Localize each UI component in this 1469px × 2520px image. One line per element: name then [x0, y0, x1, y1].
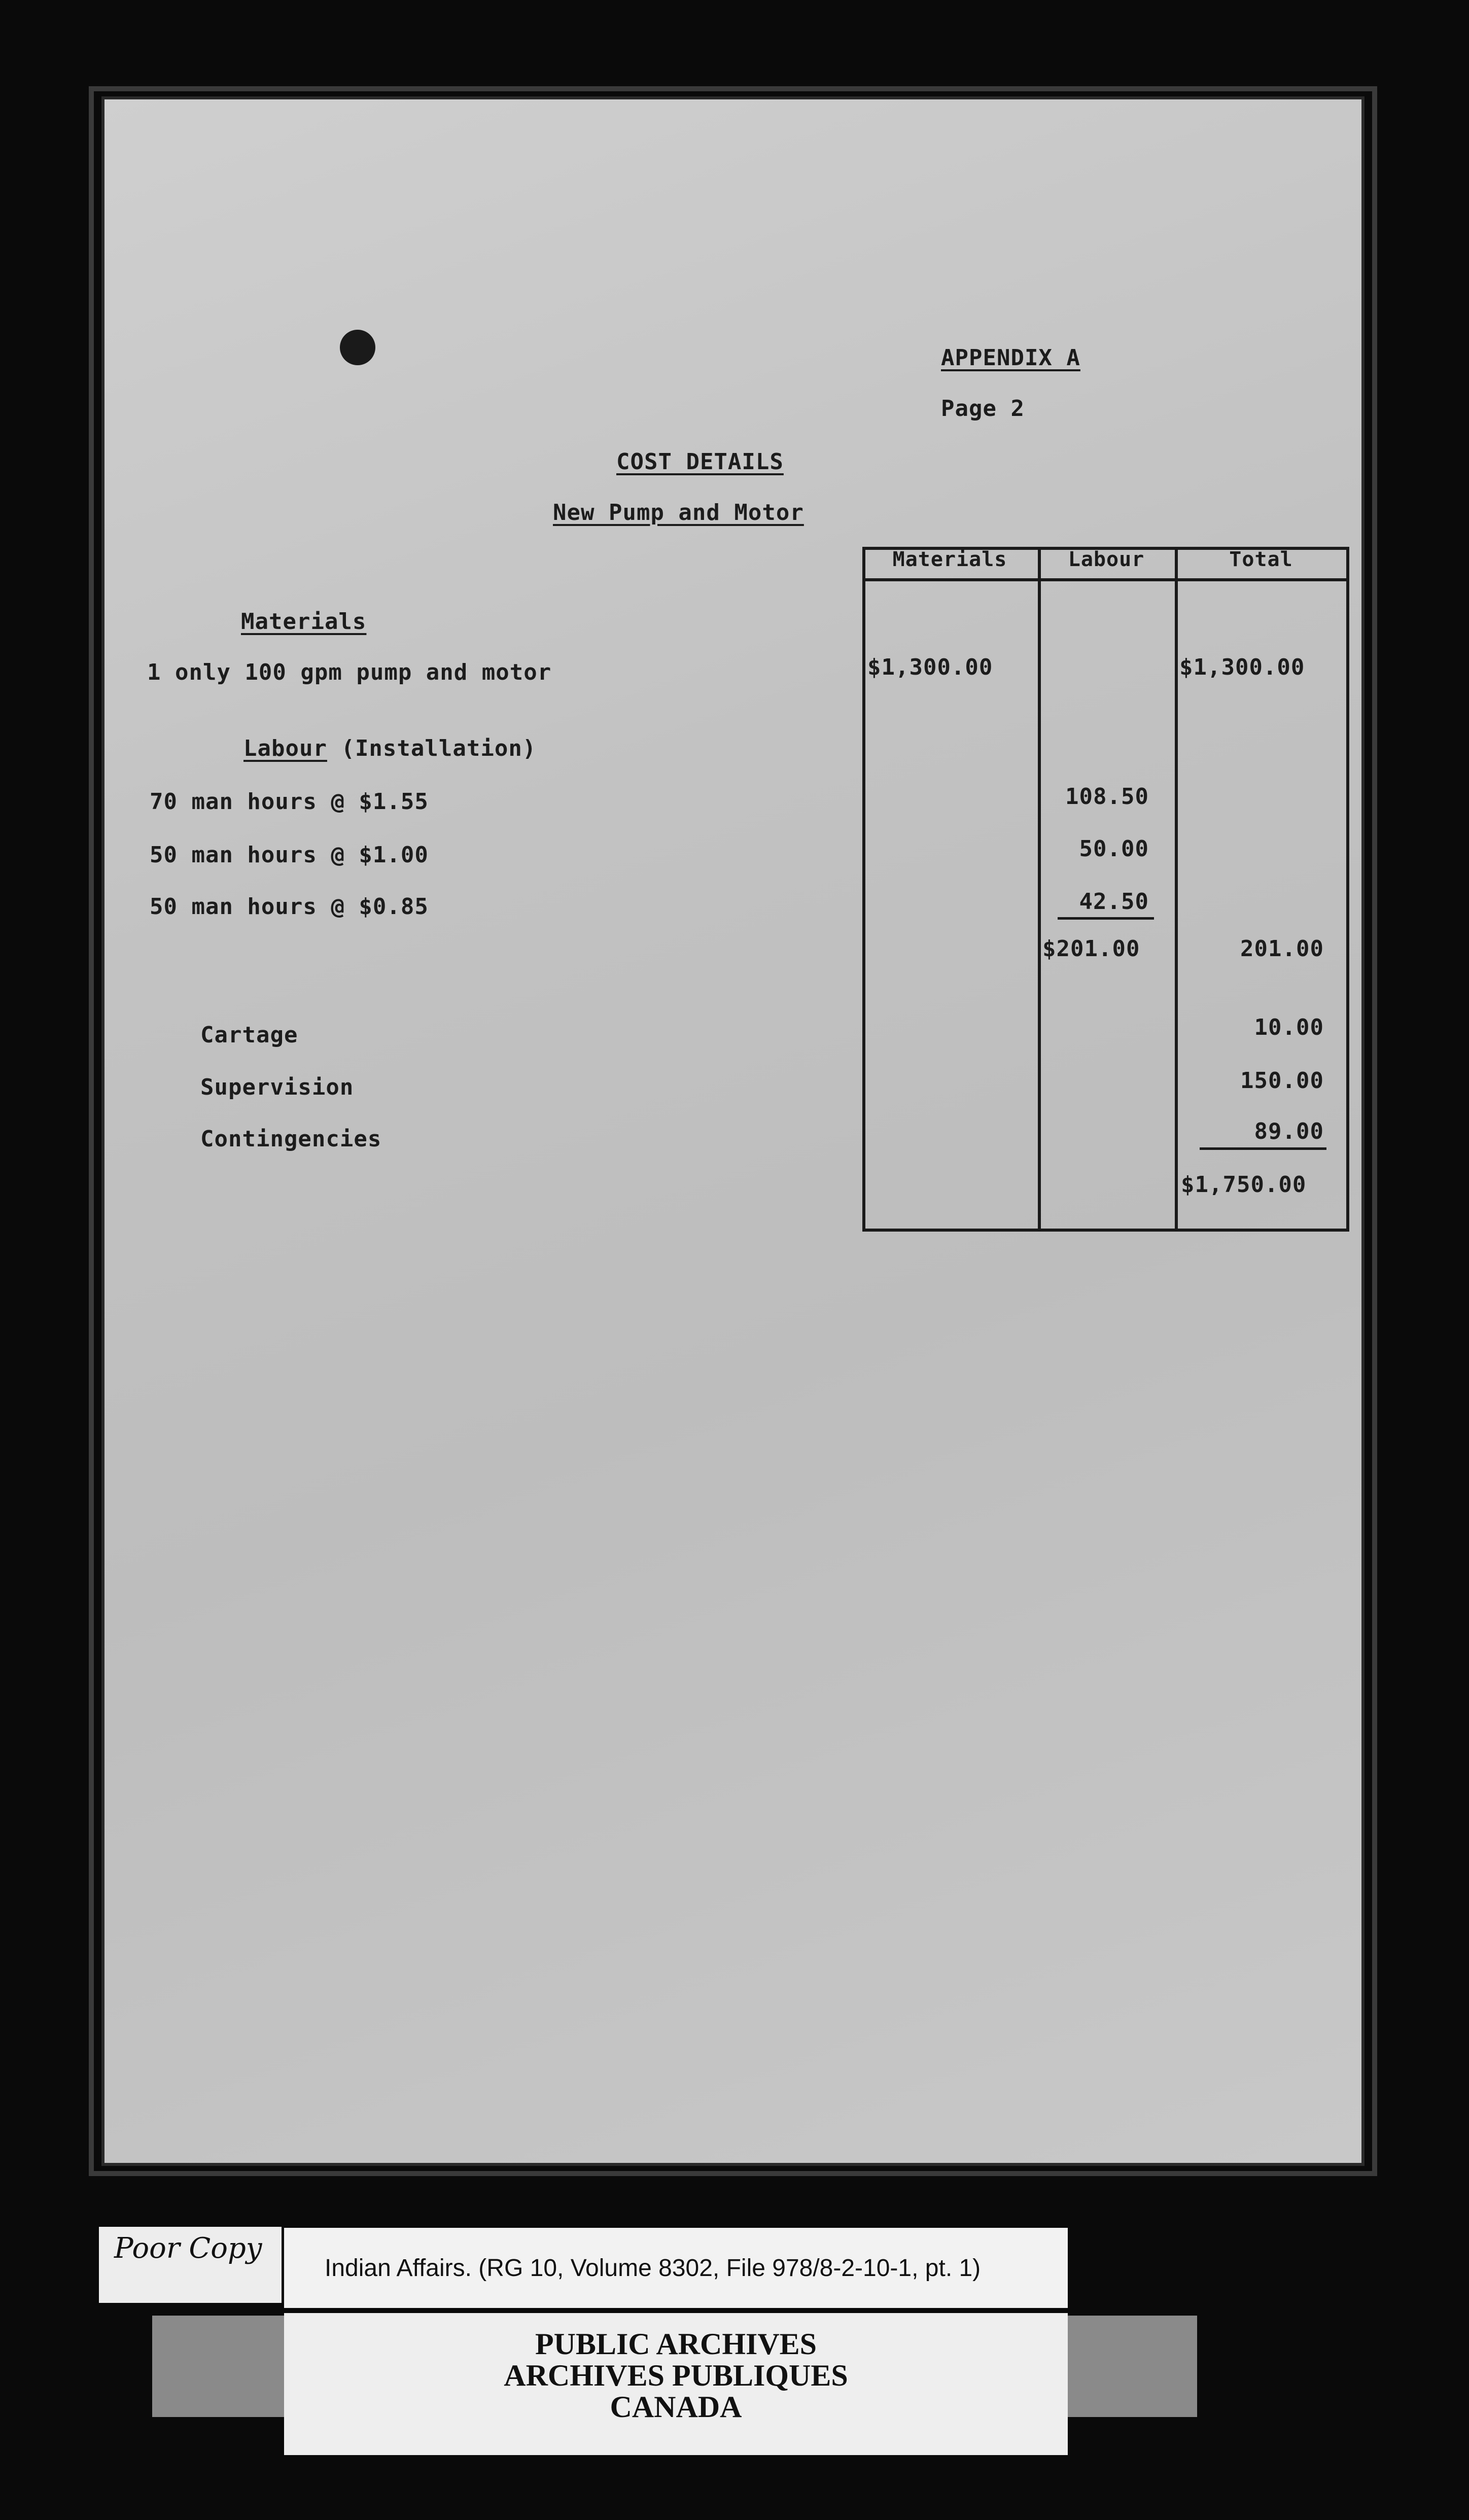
stamp-line: ARCHIVES PUBLIQUES [504, 2359, 848, 2392]
cartage-label: Cartage [200, 1022, 298, 1048]
labour-row-value: 50.00 [1079, 836, 1149, 862]
table-header-rule [865, 578, 1346, 581]
document-subtitle: New Pump and Motor [553, 500, 804, 526]
labour-row-value: 42.50 [1079, 889, 1149, 915]
materials-total: $1,300.00 [1179, 654, 1305, 680]
grand-total: $1,750.00 [1181, 1172, 1307, 1198]
archive-stamp [284, 2313, 1068, 2455]
column-header-labour: Labour [1068, 548, 1145, 571]
labour-total: 201.00 [1240, 936, 1324, 962]
column-header-materials: Materials [892, 548, 1007, 571]
labour-heading-suffix: (Installation) [341, 736, 537, 761]
labour-row-desc: 50 man hours @ $1.00 [150, 842, 429, 868]
page-number: Page 2 [941, 396, 1025, 422]
labour-subtotal: $201.00 [1042, 936, 1140, 962]
punch-hole [340, 330, 375, 365]
contingencies-label: Contingencies [200, 1126, 382, 1152]
stamp-line: PUBLIC ARCHIVES [535, 2327, 817, 2361]
labour-heading: Labour [243, 736, 327, 761]
supervision-total: 150.00 [1240, 1068, 1324, 1094]
labour-row-desc: 70 man hours @ $1.55 [150, 789, 429, 815]
labour-row-desc: 50 man hours @ $0.85 [150, 894, 429, 920]
labour-sum-rule [1058, 917, 1154, 920]
cartage-total: 10.00 [1254, 1014, 1324, 1040]
column-divider-1 [1038, 550, 1041, 1229]
column-divider-2 [1175, 550, 1178, 1229]
supervision-label: Supervision [200, 1074, 354, 1100]
labour-row-value: 108.50 [1065, 784, 1149, 810]
document-title: COST DETAILS [616, 449, 784, 475]
materials-heading: Materials [241, 609, 367, 635]
appendix-label: APPENDIX A [941, 345, 1080, 371]
contingencies-total: 89.00 [1254, 1118, 1324, 1144]
materials-item: 1 only 100 gpm pump and motor [147, 659, 552, 685]
stamp-line: CANADA [610, 2390, 742, 2424]
grand-total-rule [1200, 1147, 1326, 1150]
archive-reference: Indian Affairs. (RG 10, Volume 8302, File 978/8-2-10-1, pt. 1) [284, 2228, 1068, 2308]
handwritten-note: Poor Copy [99, 2227, 282, 2303]
column-header-total: Total [1229, 548, 1293, 571]
materials-value: $1,300.00 [867, 654, 993, 680]
labour-heading-line [243, 736, 536, 761]
